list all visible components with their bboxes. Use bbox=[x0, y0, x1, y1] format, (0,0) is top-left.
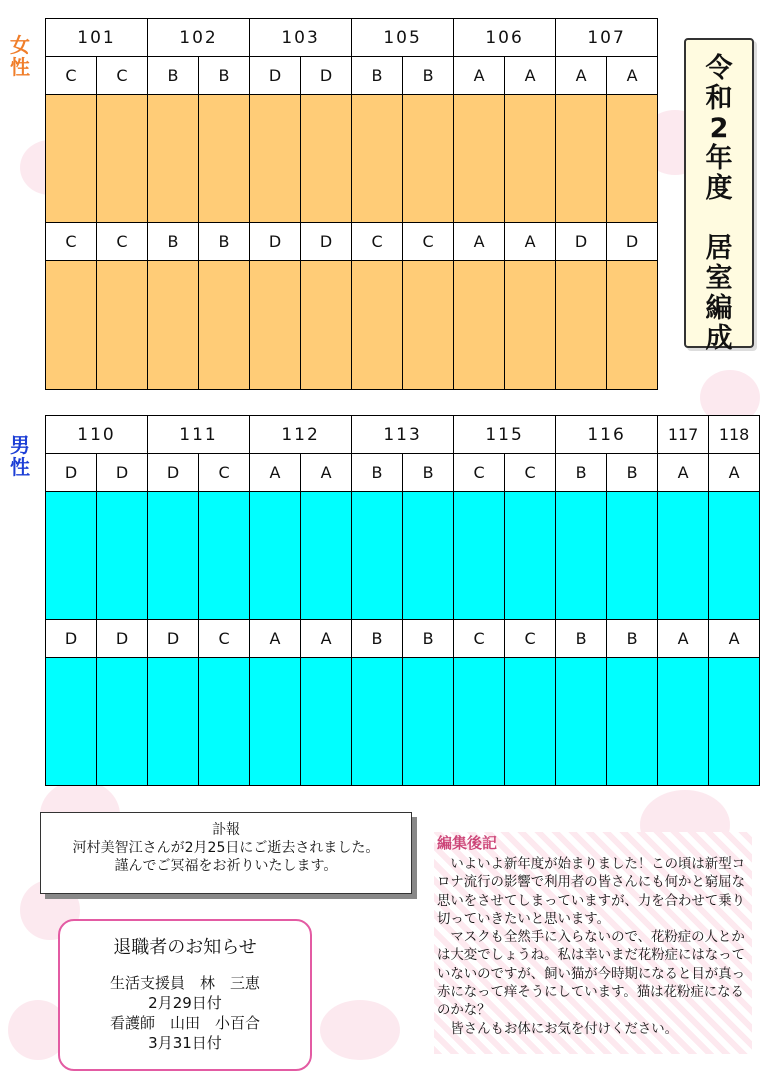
room-number: 101 bbox=[46, 19, 148, 57]
bed-grade: C bbox=[46, 223, 97, 261]
bed-slot bbox=[454, 658, 505, 786]
obituary-line: 河村美智江さんが2月25日にご逝去されました。 bbox=[72, 840, 380, 856]
bed-grade: B bbox=[148, 57, 199, 95]
bed-grade: C bbox=[97, 57, 148, 95]
bed-grade: B bbox=[199, 223, 250, 261]
banner-char: 居 bbox=[705, 233, 733, 264]
banner-char: 編 bbox=[705, 293, 733, 324]
bed-slot bbox=[97, 95, 148, 223]
bed-grade: C bbox=[199, 620, 250, 658]
room-number: 117 bbox=[658, 416, 709, 454]
bed-grade: D bbox=[148, 620, 199, 658]
bed-slot bbox=[403, 492, 454, 620]
bed-slot bbox=[352, 658, 403, 786]
bed-slot bbox=[352, 492, 403, 620]
bed-grade: A bbox=[301, 454, 352, 492]
bed-slot bbox=[46, 492, 97, 620]
bed-slot bbox=[97, 658, 148, 786]
bed-slot bbox=[709, 658, 760, 786]
bed-slot bbox=[607, 492, 658, 620]
bed-slot bbox=[607, 658, 658, 786]
bed-grade: D bbox=[556, 223, 607, 261]
bed-slot bbox=[454, 492, 505, 620]
bed-slot bbox=[250, 261, 301, 390]
bed-grade: A bbox=[607, 57, 658, 95]
bed-grade: B bbox=[556, 454, 607, 492]
banner-char: 和 bbox=[705, 83, 733, 114]
bed-slot bbox=[301, 261, 352, 390]
bed-slot bbox=[148, 492, 199, 620]
bed-grade: D bbox=[46, 454, 97, 492]
bed-grade: C bbox=[505, 454, 556, 492]
banner-char: 年 bbox=[705, 143, 733, 174]
bed-slot bbox=[199, 95, 250, 223]
bed-grade: A bbox=[454, 223, 505, 261]
female-label-char: 女 bbox=[10, 33, 30, 57]
retirement-line: 2月29日付 bbox=[148, 994, 222, 1012]
bed-grade: D bbox=[97, 620, 148, 658]
bed-grade: D bbox=[97, 454, 148, 492]
bed-slot bbox=[46, 658, 97, 786]
room-number: 118 bbox=[709, 416, 760, 454]
retirement-line: 看護師 山田 小百合 bbox=[109, 1014, 260, 1032]
bed-slot bbox=[199, 658, 250, 786]
bed-grade: A bbox=[250, 620, 301, 658]
bed-grade: B bbox=[148, 223, 199, 261]
bed-grade: C bbox=[352, 223, 403, 261]
bed-slot bbox=[505, 95, 556, 223]
bed-grade: C bbox=[97, 223, 148, 261]
bed-slot bbox=[250, 658, 301, 786]
blossom-decoration bbox=[320, 1000, 400, 1060]
editors-note-paragraph: マスクも全然手に入らないので、花粉症の人とかは大変でしょうね。私は幸いまだ花粉症にはなっていないのですが、飼い猫が今時期になると目が真っ赤になって痒そうにしています。猫は花粉症になるのかな？ bbox=[437, 930, 745, 1019]
banner-char: 2 bbox=[709, 113, 729, 144]
bed-slot bbox=[403, 95, 454, 223]
fiscal-year-banner bbox=[684, 38, 754, 354]
banner-char: 度 bbox=[705, 173, 733, 204]
room-number: 103 bbox=[250, 19, 352, 57]
bed-slot bbox=[658, 658, 709, 786]
room-number: 110 bbox=[46, 416, 148, 454]
male-room-table bbox=[45, 415, 760, 786]
bed-slot bbox=[301, 492, 352, 620]
bed-slot bbox=[454, 95, 505, 223]
room-number: 112 bbox=[250, 416, 352, 454]
bed-slot bbox=[505, 492, 556, 620]
bed-slot bbox=[454, 261, 505, 390]
male-label-char: 男 bbox=[10, 433, 30, 457]
bed-grade: B bbox=[403, 620, 454, 658]
female-label bbox=[10, 34, 30, 78]
bed-slot bbox=[403, 658, 454, 786]
bed-slot bbox=[709, 492, 760, 620]
bed-grade: A bbox=[505, 223, 556, 261]
banner-spacer bbox=[686, 204, 752, 234]
room-number: 105 bbox=[352, 19, 454, 57]
room-number: 111 bbox=[148, 416, 250, 454]
bed-grade: D bbox=[148, 454, 199, 492]
bed-grade: C bbox=[505, 620, 556, 658]
bed-grade: D bbox=[301, 57, 352, 95]
male-label-char: 性 bbox=[10, 455, 30, 479]
bed-grade: B bbox=[403, 57, 454, 95]
bed-grade: A bbox=[301, 620, 352, 658]
retirement-line: 生活支援員 林 三恵 bbox=[109, 974, 260, 992]
room-number: 115 bbox=[454, 416, 556, 454]
bed-grade: C bbox=[199, 454, 250, 492]
bed-slot bbox=[556, 95, 607, 223]
bed-grade: C bbox=[46, 57, 97, 95]
bed-grade: B bbox=[199, 57, 250, 95]
bed-grade: C bbox=[403, 223, 454, 261]
bed-grade: B bbox=[352, 620, 403, 658]
room-number: 106 bbox=[454, 19, 556, 57]
obituary-title: 訃報 bbox=[212, 822, 240, 838]
bed-slot bbox=[250, 95, 301, 223]
bed-slot bbox=[301, 658, 352, 786]
bed-grade: B bbox=[403, 454, 454, 492]
editors-note-paragraph: いよいよ新年度が始まりました！この頃は新型コロナ流行の影響で利用者の皆さんにも何かと窮屈な思いをさせてしまっていますが、力を合わせて乗り切っていきたいと思います。 bbox=[437, 857, 745, 927]
bed-grade: A bbox=[709, 620, 760, 658]
editors-note-title: 編集後記 bbox=[437, 834, 498, 852]
room-number: 102 bbox=[148, 19, 250, 57]
bed-grade: A bbox=[658, 454, 709, 492]
bed-grade: A bbox=[658, 620, 709, 658]
bed-slot bbox=[556, 261, 607, 390]
bed-slot bbox=[403, 261, 454, 390]
bed-grade: D bbox=[250, 223, 301, 261]
retirement-line: 3月31日付 bbox=[148, 1034, 222, 1052]
bed-grade: C bbox=[454, 454, 505, 492]
bed-slot bbox=[352, 95, 403, 223]
bed-slot bbox=[658, 492, 709, 620]
room-number: 116 bbox=[556, 416, 658, 454]
bed-grade: A bbox=[454, 57, 505, 95]
bed-grade: D bbox=[607, 223, 658, 261]
bed-slot bbox=[148, 95, 199, 223]
bed-grade: D bbox=[301, 223, 352, 261]
bed-slot bbox=[97, 492, 148, 620]
bed-grade: C bbox=[454, 620, 505, 658]
room-number: 107 bbox=[556, 19, 658, 57]
bed-slot bbox=[46, 95, 97, 223]
retirement-notice bbox=[58, 919, 312, 1071]
bed-grade: D bbox=[250, 57, 301, 95]
bed-grade: B bbox=[352, 57, 403, 95]
bed-grade: A bbox=[505, 57, 556, 95]
room-number: 113 bbox=[352, 416, 454, 454]
obituary-line: 謹んでご冥福をお祈りいたします。 bbox=[114, 858, 338, 874]
banner-title bbox=[686, 54, 752, 354]
bed-grade: D bbox=[46, 620, 97, 658]
bed-slot bbox=[301, 95, 352, 223]
bed-slot bbox=[607, 95, 658, 223]
bed-slot bbox=[148, 261, 199, 390]
bed-slot bbox=[250, 492, 301, 620]
bed-slot bbox=[556, 492, 607, 620]
bed-slot bbox=[199, 492, 250, 620]
male-label bbox=[10, 434, 30, 478]
female-room-table bbox=[45, 18, 658, 390]
obituary-notice bbox=[40, 812, 412, 894]
bed-slot bbox=[352, 261, 403, 390]
bed-slot bbox=[505, 261, 556, 390]
editors-note bbox=[434, 832, 752, 1054]
bed-slot bbox=[97, 261, 148, 390]
bed-slot bbox=[199, 261, 250, 390]
bed-grade: A bbox=[250, 454, 301, 492]
bed-grade: A bbox=[556, 57, 607, 95]
bed-slot bbox=[46, 261, 97, 390]
bed-slot bbox=[607, 261, 658, 390]
banner-char: 室 bbox=[705, 263, 733, 294]
editors-note-body bbox=[437, 856, 749, 1039]
bed-grade: B bbox=[607, 454, 658, 492]
editors-note-paragraph: 皆さんもお体にお気を付けください。 bbox=[450, 1021, 679, 1037]
bed-grade: A bbox=[709, 454, 760, 492]
bed-slot bbox=[505, 658, 556, 786]
female-label-char: 性 bbox=[10, 55, 30, 79]
banner-char: 令 bbox=[705, 53, 733, 84]
bed-grade: B bbox=[352, 454, 403, 492]
retirement-title: 退職者のお知らせ bbox=[113, 937, 257, 958]
bed-grade: B bbox=[556, 620, 607, 658]
bed-grade: B bbox=[607, 620, 658, 658]
bed-slot bbox=[556, 658, 607, 786]
banner-char: 成 bbox=[705, 323, 733, 354]
bed-slot bbox=[148, 658, 199, 786]
